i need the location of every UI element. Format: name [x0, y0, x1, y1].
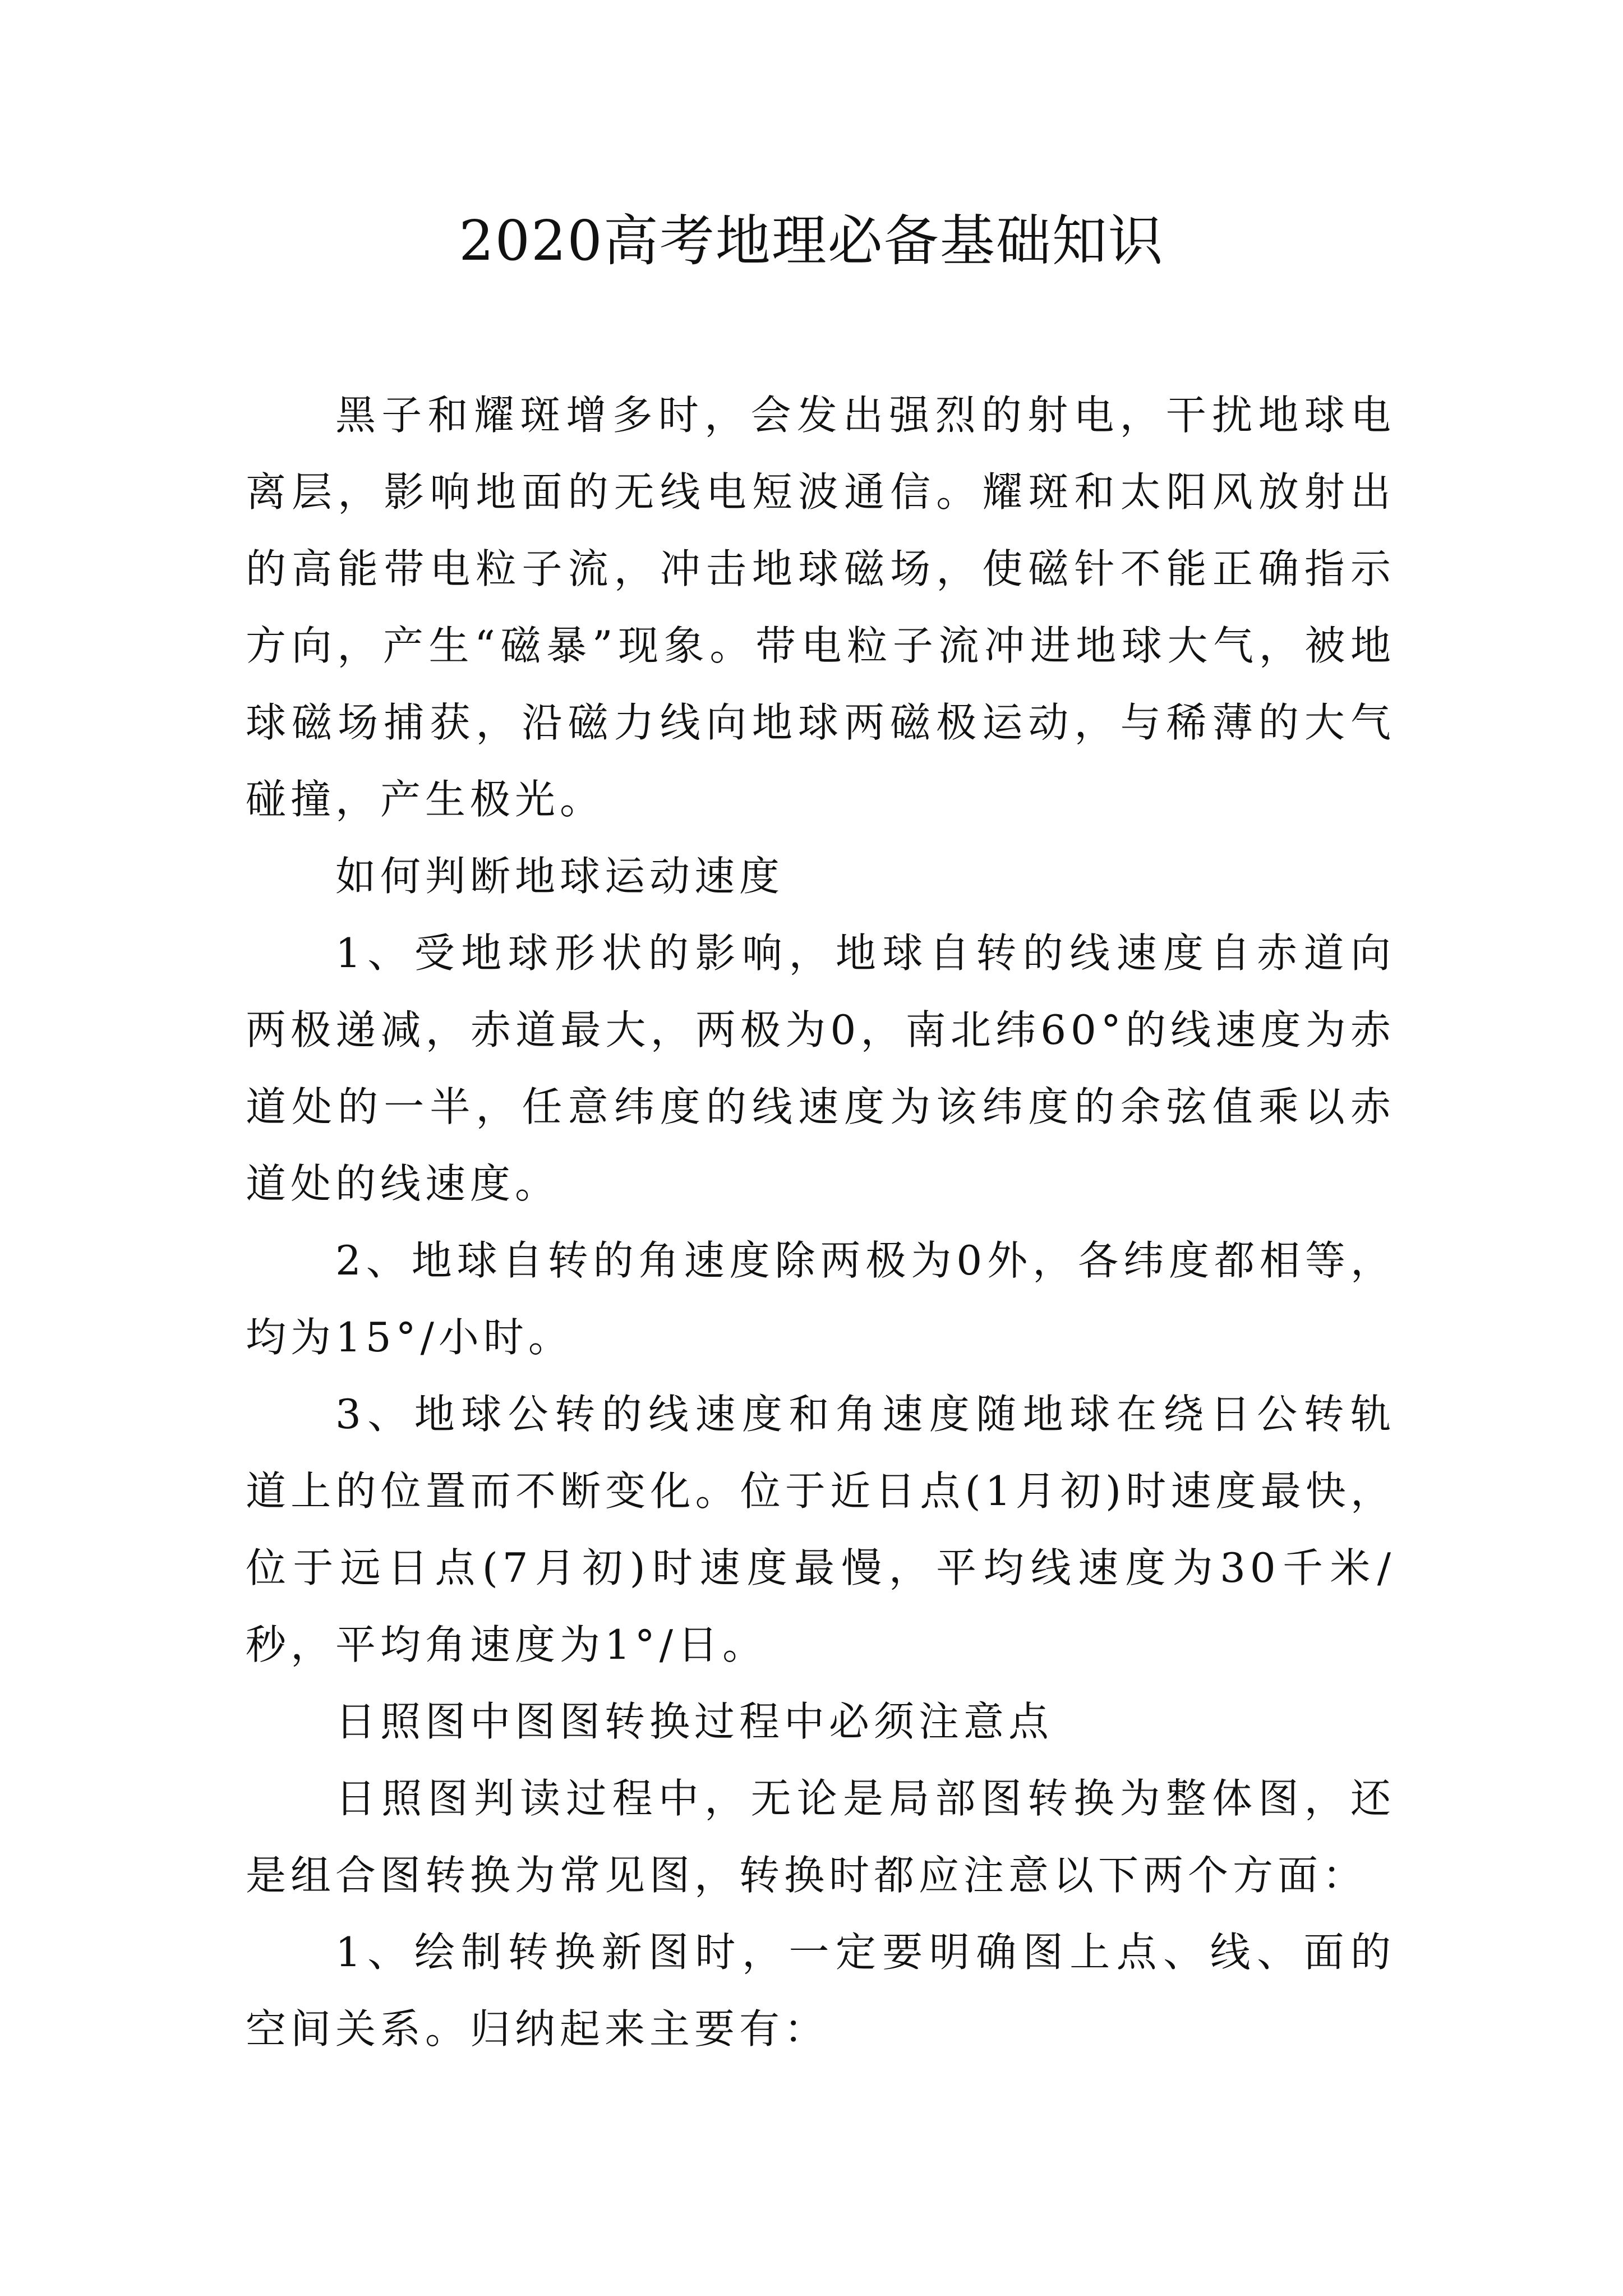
paragraph-heading-earth-motion-speed: 如何判断地球运动速度 [335, 853, 785, 900]
paragraph-spatial-relations: 1、绘制转换新图时，一定要明确图上点、线、面的空间关系。归纳起来主要有： [246, 1929, 1395, 2053]
paragraph-rotation-linear-speed: 1、受地球形状的影响，地球自转的线速度自赤道向两极递减，赤道最大，两极为0，南北纬60°的线速度为赤道处的一半，任意纬度的线速度为该纬度的余弦值乘以赤道处的线速度。 [246, 930, 1395, 1207]
paragraph-solar-activity: 黑子和耀斑增多时，会发出强烈的射电，干扰地球电离层，影响地面的无线电短波通信。耀斑和太阳风放射出的高能带电粒子流，冲击地球磁场，使磁针不能正确指示方向，产生“磁暴”现象。带电粒子流冲进地球大气，被地球磁场捕获，沿磁力线向地球两磁极运动，与稀薄的大气碰撞，产生极光。 [246, 392, 1395, 823]
document-title: 2020高考地理必备基础知识 [459, 209, 1164, 273]
paragraph-revolution-speed: 3、地球公转的线速度和角速度随地球在绕日公转轨道上的位置而不断变化。位于近日点(1月初)时速度最快，位于远日点(7月初)时速度最慢，平均线速度为30千米/秒，平均角速度为1°/日。 [246, 1391, 1395, 1668]
paragraph-rotation-angular-speed: 2、地球自转的角速度除两极为0外，各纬度都相等，均为15°/小时。 [246, 1237, 1395, 1361]
document-body [246, 377, 1395, 2068]
paragraph-heading-sunlight-diagram: 日照图中图图转换过程中必须注意点 [335, 1698, 1054, 1745]
paragraph-sunlight-diagram-intro: 日照图判读过程中，无论是局部图转换为整体图，还是组合图转换为常见图，转换时都应注意以下两个方面： [246, 1775, 1395, 1899]
